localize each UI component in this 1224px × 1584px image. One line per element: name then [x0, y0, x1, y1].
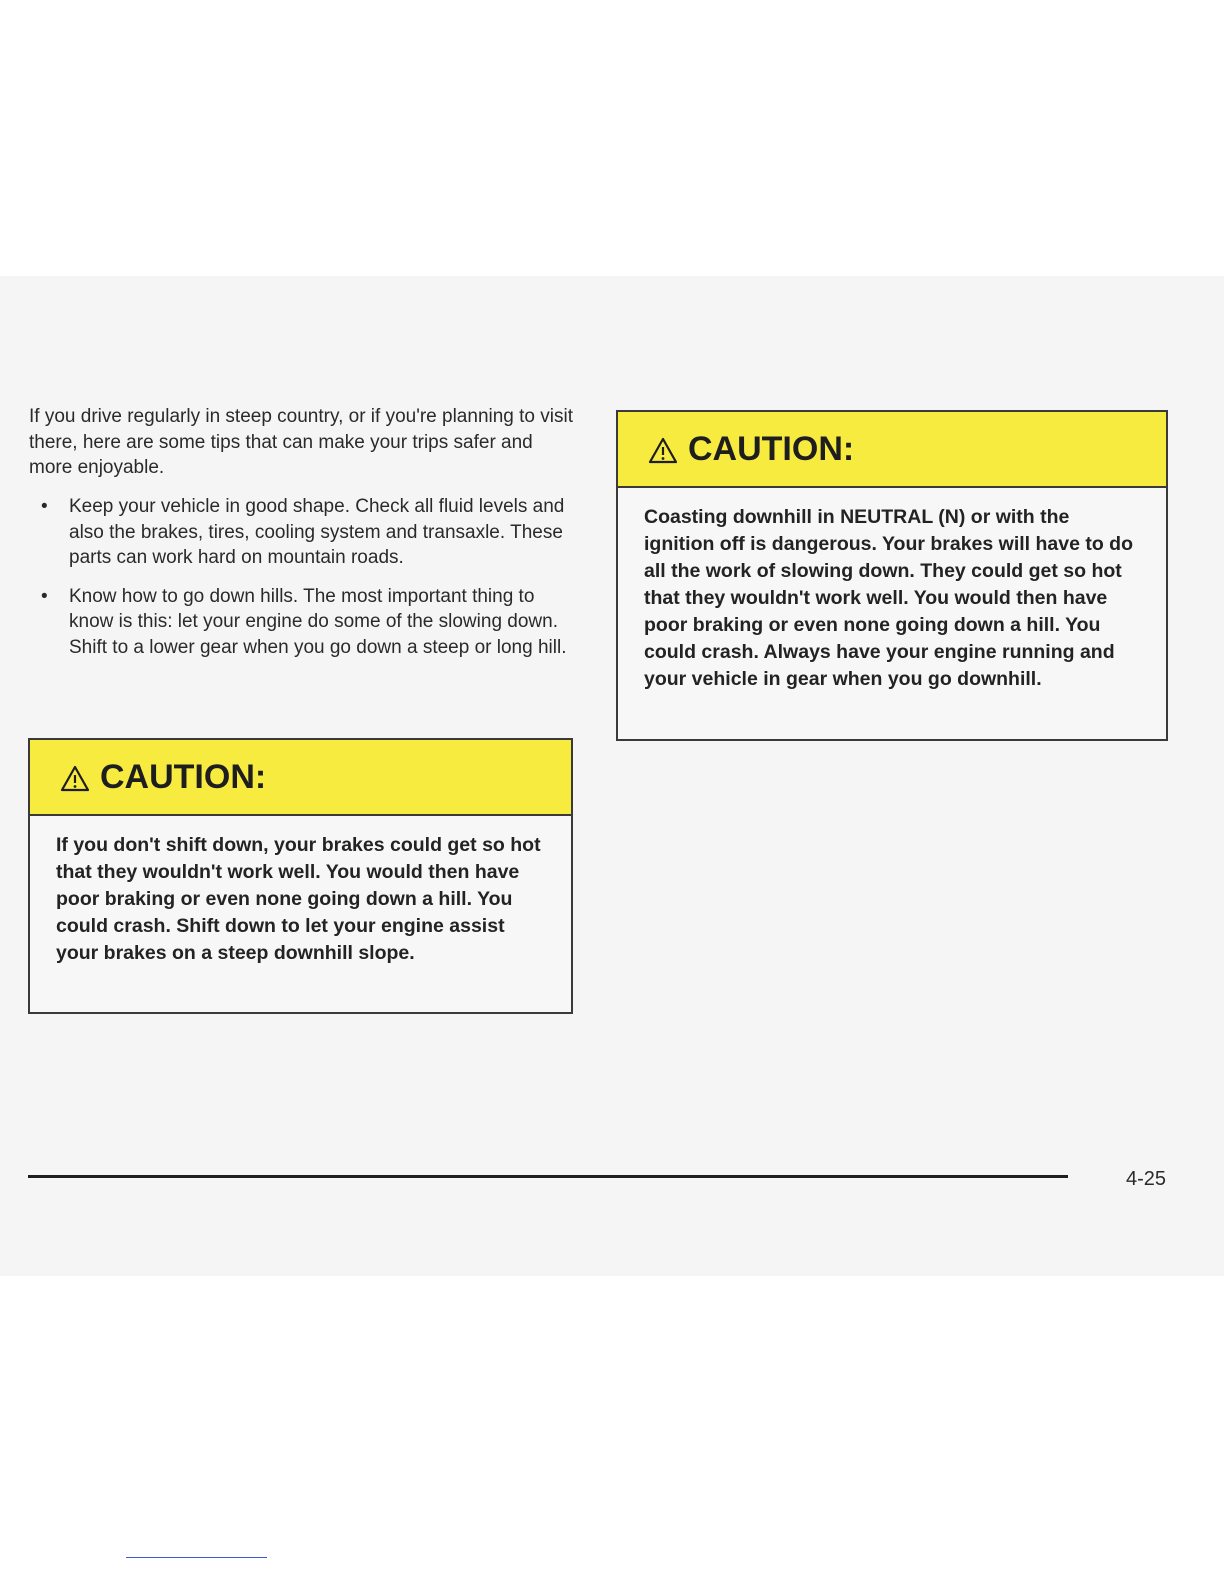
tips-list [29, 494, 581, 673]
caution-title: CAUTION: [100, 757, 267, 796]
caution-body: Coasting downhill in NEUTRAL (N) or with the ignition off is dangerous. Your brakes will have to do all the work of slowing down. They could get so hot that they wouldn't work well. You would then have poor braking or even none going down a hill. You could crash. Always have your engine running and your vehicle in gear when you go downhill. [644, 506, 1134, 690]
underline-link[interactable] [126, 1557, 267, 1558]
caution-body: If you don't shift down, your brakes could get so hot that they wouldn't work well. You would then have poor braking or even none going down a hill. You could crash. Shift down to let your engine assist your brakes on a steep downhill slope. [56, 834, 541, 964]
intro-paragraph: If you drive regularly in steep country, or if you're planning to visit there, here are some tips that can make your trips safer and more enjoyable. [29, 406, 573, 478]
list-item [29, 494, 581, 571]
caution-box-shift-down [28, 738, 573, 1014]
page-number: 4-25 [1126, 1168, 1167, 1190]
bullet-marker: • [41, 585, 48, 607]
bullet-marker: • [41, 496, 48, 517]
caution-title: CAUTION: [688, 429, 855, 468]
list-item-text: Know how to go down hills. The most important thing to know is this: let your engine do some of the slowing down. Shift to a lower gear when you go down a steep or long hill. [69, 585, 567, 658]
caution-header [618, 412, 1166, 488]
warning-triangle-icon [60, 765, 90, 792]
footer-rule [28, 1175, 1068, 1178]
warning-triangle-icon [648, 437, 678, 464]
list-item [29, 584, 581, 661]
caution-box-coasting [616, 410, 1168, 741]
list-item-text: Keep your vehicle in good shape. Check all fluid levels and also the brakes, tires, cooling system and transaxle. These parts can work hard on mountain roads. [69, 496, 565, 568]
caution-header [30, 740, 571, 816]
